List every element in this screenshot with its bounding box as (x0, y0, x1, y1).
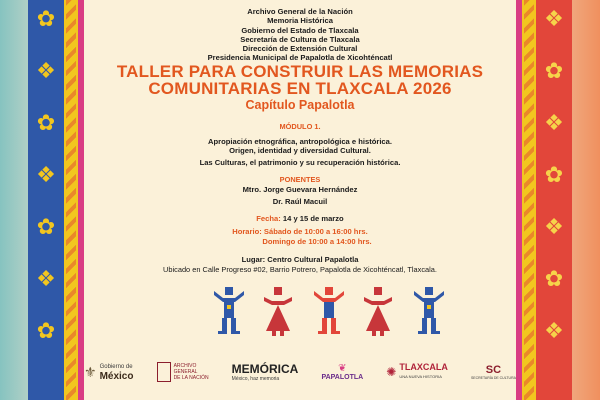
speaker-name: Mtro. Jorge Guevara Hernández (242, 185, 358, 194)
institution-line: Dirección de Extensión Cultural (242, 44, 358, 54)
right-motif-column (536, 6, 572, 344)
logo-text: UNA NUEVA HISTORIA (399, 374, 442, 379)
title-line: TALLER PARA CONSTRUIR LAS MEMORIAS (116, 62, 484, 81)
module-topic-2: Las Culturas, el patrimonio y su recuperación histórica. (199, 158, 401, 167)
module-label: MÓDULO 1. (279, 122, 321, 131)
venue-address: Ubicado en Calle Progreso #02, Barrio Potrero, Papalotla de Xicohténcatl, Tlaxcala. (163, 265, 437, 274)
poster-content (88, 0, 512, 400)
indigenous-figures-illustration (208, 283, 458, 339)
logo-text: PAPALOTLA (321, 374, 364, 381)
topic-line: Origen, identidad y diversidad Cultural. (229, 146, 371, 156)
flower-icon: ❖ (544, 318, 564, 343)
schedule-value: Sábado de 10:00 a 16:00 hrs. (263, 227, 368, 236)
coat-of-arms-icon: ⚜ (84, 363, 97, 380)
flower-icon: ✿ (36, 318, 56, 343)
date-value: 14 y 15 de marzo (282, 214, 344, 223)
event-poster (28, 0, 572, 400)
gobierno-de-mexico-logo (84, 363, 133, 381)
butterfly-icon: ❦ (338, 363, 347, 374)
figure-man-icon (414, 287, 444, 334)
flower-icon: ❖ (36, 266, 56, 291)
title-line: COMUNITARIAS EN TLAXCALA 2026 (148, 79, 452, 98)
flower-icon: ❖ (544, 214, 564, 239)
logo-text: SC (485, 364, 502, 376)
papalotla-logo (321, 363, 363, 381)
sponsor-logos-bar (84, 352, 516, 392)
institution-line: Archivo General de la Nación (247, 7, 353, 16)
left-motif-column (28, 6, 64, 344)
flower-icon: ❖ (36, 58, 56, 83)
logo-text: TLAXCALA (399, 362, 448, 372)
right-zigzag-pattern (524, 0, 534, 400)
figure-woman-icon (364, 287, 392, 336)
left-pink-border (78, 0, 84, 400)
secretaria-cultura-logo (471, 364, 516, 380)
event-date (88, 214, 512, 223)
logo-text: GENERAL (173, 369, 198, 375)
figure-woman-icon (264, 287, 292, 336)
poster-title (88, 63, 512, 97)
figure-man-icon (214, 287, 244, 334)
schedule-label: Horario: (232, 227, 262, 236)
flower-icon: ✿ (544, 58, 564, 83)
poster-subtitle: Capítulo Papalotla (245, 98, 355, 112)
institution-line: Memoria Histórica (267, 16, 333, 26)
agn-emblem-icon (157, 362, 171, 382)
institutions-list (88, 7, 512, 63)
logo-text: México, haz memoria (231, 376, 280, 382)
topic-line: Apropiación etnográfica, antropológica e histórica. (208, 137, 392, 146)
flower-icon: ✿ (544, 162, 564, 187)
left-zigzag-pattern (66, 0, 76, 400)
logo-text: ARCHIVO (173, 363, 197, 369)
logo-text: DE LA NACIÓN (173, 375, 209, 381)
event-schedule-2 (88, 237, 512, 246)
flower-icon: ✿ (544, 266, 564, 291)
logo-text: MEMÓRICA (231, 362, 299, 376)
logo-text: México (99, 371, 134, 382)
tlaxcala-emblem-icon: ✺ (386, 365, 397, 379)
logo-text: Gobierno de (99, 364, 133, 370)
module-topics (88, 137, 512, 156)
speakers-label: PONENTES (279, 175, 321, 184)
institution-line: Gobierno del Estado de Tlaxcala (241, 25, 359, 35)
flower-icon: ❖ (36, 162, 56, 187)
flower-icon: ❖ (544, 6, 564, 31)
schedule-value: Domingo de 10:00 a 14:00 hrs. (262, 237, 372, 246)
flower-icon: ✿ (36, 6, 56, 31)
institution-line: Presidencia Municipal de Papalotla de Xicohténcatl (207, 53, 393, 63)
agn-logo (157, 362, 209, 382)
speaker-name: Dr. Raúl Macuil (272, 197, 328, 206)
figure-man-icon (314, 287, 344, 334)
tlaxcala-logo (386, 363, 448, 381)
logo-text: SECRETARÍA DE CULTURA (470, 376, 516, 380)
event-schedule (88, 227, 512, 236)
institution-line: Secretaría de Cultura de Tlaxcala (240, 34, 360, 44)
flower-icon: ❖ (544, 110, 564, 135)
flower-icon: ✿ (36, 214, 56, 239)
memorica-logo (232, 362, 299, 382)
event-venue: Lugar: Centro Cultural Papalotla (241, 255, 359, 264)
date-label: Fecha: (256, 214, 281, 223)
flower-icon: ✿ (36, 110, 56, 135)
